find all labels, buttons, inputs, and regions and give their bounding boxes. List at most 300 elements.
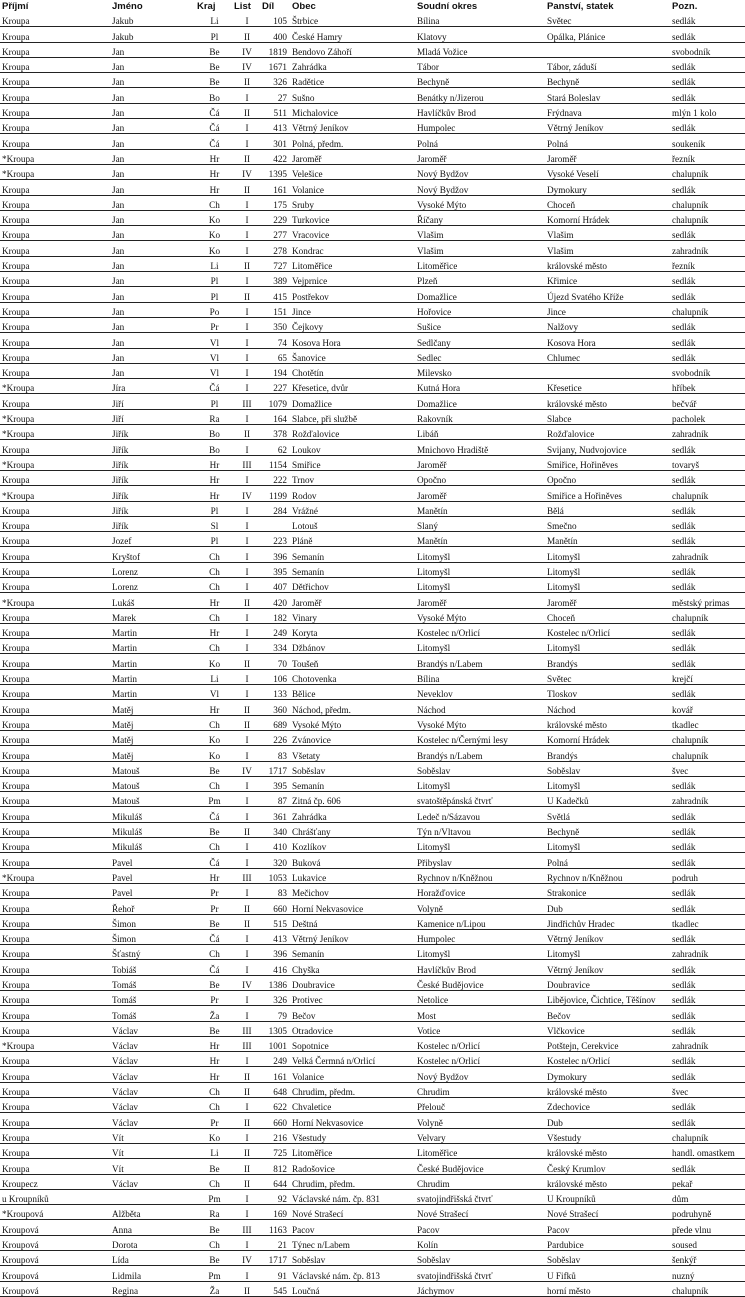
cell-note: podruh (670, 868, 745, 883)
cell-volume: 194 (260, 363, 290, 378)
cell-court-district: Kutná Hora (415, 379, 545, 394)
cell-sheet: I (232, 1052, 260, 1067)
cell-first-name: Václav (110, 1067, 195, 1082)
cell-note: sedlák (670, 1067, 745, 1082)
cell-region: Be (195, 761, 232, 776)
table-row (0, 1143, 745, 1158)
cell-court-district: Sedlec (415, 348, 545, 363)
cell-court-district: Vysoké Mýto (415, 195, 545, 210)
cell-estate: Kostelec n/Orlicí (545, 1052, 670, 1067)
cell-note: svobodník (670, 42, 745, 57)
cell-sheet: I (232, 639, 260, 654)
cell-court-district: Litomyšl (415, 639, 545, 654)
table-row (0, 1251, 745, 1266)
cell-volume: 151 (260, 302, 290, 317)
cell-sheet: II (232, 180, 260, 195)
cell-municipality: Šanovice (290, 348, 415, 363)
cell-surname: Kroupa (0, 639, 110, 654)
cell-estate: Bělá (545, 501, 670, 516)
cell-surname: Kroupa (0, 929, 110, 944)
table-row (0, 975, 745, 990)
cell-sheet: II (232, 715, 260, 730)
cell-first-name: Lidmila (110, 1266, 195, 1281)
cell-note: sedlák (670, 287, 745, 302)
table-row (0, 1189, 745, 1204)
cell-surname: Kroupa (0, 501, 110, 516)
table-row (0, 149, 745, 164)
cell-court-district: Horažďovice (415, 883, 545, 898)
cell-volume: 164 (260, 409, 290, 424)
cell-sheet: I (232, 348, 260, 363)
cell-note: chalupník (670, 1281, 745, 1296)
cell-volume: 62 (260, 440, 290, 455)
table-row (0, 134, 745, 149)
cell-court-district: Rakovník (415, 409, 545, 424)
cell-estate: Litomyšl (545, 547, 670, 562)
cell-court-district: Sušice (415, 317, 545, 332)
cell-estate: Kostelec n/Orlicí (545, 623, 670, 638)
cell-surname: Kroupa (0, 119, 110, 134)
cell-sheet: III (232, 1036, 260, 1051)
cell-sheet: I (232, 807, 260, 822)
cell-court-district: Mladá Vožice (415, 42, 545, 57)
cell-surname: *Kroupa (0, 1036, 110, 1051)
cell-surname: Kroupa (0, 991, 110, 1006)
cell-first-name: Jan (110, 210, 195, 225)
cell-estate: Větrný Jeníkov (545, 929, 670, 944)
cell-estate: Újezd Svatého Kříže (545, 287, 670, 302)
cell-surname: Kroupa (0, 975, 110, 990)
cell-sheet: I (232, 562, 260, 577)
cell-municipality: Pláně (290, 532, 415, 547)
cell-surname: Kroupa (0, 577, 110, 592)
cell-note: sedlák (670, 975, 745, 990)
cell-surname: Kroupa (0, 256, 110, 271)
cell-court-district: Pacov (415, 1220, 545, 1235)
cell-estate: U Fifků (545, 1266, 670, 1281)
cell-court-district: Litoměřice (415, 256, 545, 271)
cell-note: mlýn 1 kolo (670, 103, 745, 118)
cell-first-name: Matěj (110, 700, 195, 715)
cell-first-name: Tomáš (110, 991, 195, 1006)
cell-surname: Kroupa (0, 1113, 110, 1128)
cell-volume: 413 (260, 119, 290, 134)
cell-first-name: Kryštof (110, 547, 195, 562)
cell-municipality: Větrný Jeníkov (290, 119, 415, 134)
column-header-region: Kraj (197, 1, 216, 12)
cell-surname: *Kroupa (0, 164, 110, 179)
cell-municipality: Nové Strašecí (290, 1205, 415, 1220)
cell-sheet: I (232, 363, 260, 378)
cell-court-district: Manětín (415, 532, 545, 547)
cell-sheet: I (232, 226, 260, 241)
cell-region: Ra (195, 1205, 232, 1220)
cell-volume: 812 (260, 1159, 290, 1174)
cell-sheet: II (232, 287, 260, 302)
cell-surname: Kroupa (0, 42, 110, 57)
cell-estate: Doubravice (545, 975, 670, 990)
table-row (0, 807, 745, 822)
cell-surname: Kroupa (0, 715, 110, 730)
cell-first-name: Václav (110, 1113, 195, 1128)
cell-region: Li (195, 256, 232, 271)
table-row (0, 470, 745, 485)
cell-region: Ža (195, 1281, 232, 1296)
cell-sheet: I (232, 241, 260, 256)
cell-court-district: Hořovice (415, 302, 545, 317)
cell-estate: Dymokury (545, 180, 670, 195)
cell-municipality: Lotouš (290, 516, 415, 531)
cell-first-name: Pavel (110, 853, 195, 868)
cell-sheet: II (232, 256, 260, 271)
cell-note: podruhyně (670, 1205, 745, 1220)
cell-court-district: Litomyšl (415, 945, 545, 960)
cell-sheet: IV (232, 57, 260, 72)
cell-note: sedlák (670, 1021, 745, 1036)
cell-volume: 83 (260, 746, 290, 761)
cell-region: Pl (195, 272, 232, 287)
table-row (0, 1159, 745, 1174)
cell-surname: Kroupa (0, 180, 110, 195)
cell-municipality: Zahrádka (290, 57, 415, 72)
cell-region: Ch (195, 1235, 232, 1250)
cell-court-district: svatoštěpánská čtvrť (415, 792, 545, 807)
cell-first-name: Lukáš (110, 593, 195, 608)
cell-municipality: Kozlíkov (290, 838, 415, 853)
cell-municipality: Semanín (290, 945, 415, 960)
cell-court-district: Kostelec n/Orlicí (415, 623, 545, 638)
cell-municipality: Vysoké Mýto (290, 715, 415, 730)
cell-estate: královské město (545, 394, 670, 409)
cell-sheet: II (232, 1281, 260, 1296)
cell-note: sedlák (670, 577, 745, 592)
cell-estate: Opálka, Plánice (545, 27, 670, 42)
cell-sheet: I (232, 929, 260, 944)
table-row (0, 547, 745, 562)
cell-volume: 1717 (260, 1251, 290, 1266)
cell-first-name: Jan (110, 226, 195, 241)
cell-region: Ko (195, 654, 232, 669)
cell-region: Ch (195, 776, 232, 791)
cell-note: pekař (670, 1174, 745, 1189)
cell-first-name: Václav (110, 1021, 195, 1036)
table-row (0, 730, 745, 745)
cell-estate: Bečov (545, 1006, 670, 1021)
cell-court-district: Kamenice n/Lipou (415, 914, 545, 929)
cell-surname: Kroupa (0, 1128, 110, 1143)
table-row (0, 241, 745, 256)
cell-estate: horní město (545, 1281, 670, 1296)
table-row (0, 164, 745, 179)
table-row (0, 577, 745, 592)
cell-volume: 1001 (260, 1036, 290, 1051)
cell-region: Vl (195, 363, 232, 378)
cell-estate: U Kadečků (545, 792, 670, 807)
cell-volume: 105 (260, 12, 290, 27)
cell-estate: Světlá (545, 807, 670, 822)
cell-volume: 175 (260, 195, 290, 210)
cell-surname: Kroupa (0, 822, 110, 837)
cell-region: Hr (195, 180, 232, 195)
cell-volume: 1395 (260, 164, 290, 179)
cell-first-name: Lorenz (110, 562, 195, 577)
cell-estate: Rožďalovice (545, 425, 670, 440)
table-row (0, 394, 745, 409)
cell-municipality: Zvánovice (290, 730, 415, 745)
cell-region: Pl (195, 287, 232, 302)
cell-volume: 422 (260, 149, 290, 164)
cell-surname: Kroupa (0, 945, 110, 960)
cell-region: Ch (195, 1082, 232, 1097)
cell-court-district: Volyně (415, 1113, 545, 1128)
cell-court-district: Litomyšl (415, 776, 545, 791)
cell-region: Be (195, 57, 232, 72)
cell-municipality: Bělice (290, 685, 415, 700)
cell-surname: Kroupa (0, 103, 110, 118)
cell-estate: Tloskov (545, 685, 670, 700)
cell-surname: Kroupa (0, 761, 110, 776)
cell-region: Pl (195, 394, 232, 409)
cell-first-name: Pavel (110, 883, 195, 898)
cell-first-name: Jan (110, 333, 195, 348)
cell-volume: 229 (260, 210, 290, 225)
cell-municipality: Zitná čp. 606 (290, 792, 415, 807)
cell-surname: Kroupa (0, 776, 110, 791)
cell-sheet: III (232, 868, 260, 883)
table-row (0, 195, 745, 210)
cell-region: Ch (195, 838, 232, 853)
table-row (0, 1036, 745, 1051)
cell-region: Ko (195, 241, 232, 256)
cell-estate: Jaroměř (545, 149, 670, 164)
cell-sheet: III (232, 394, 260, 409)
cell-estate (545, 42, 670, 57)
cell-estate (545, 363, 670, 378)
cell-sheet: I (232, 608, 260, 623)
cell-region: Čá (195, 119, 232, 134)
cell-municipality: Loučná (290, 1281, 415, 1296)
cell-first-name: Jakub (110, 12, 195, 27)
cell-region: Li (195, 12, 232, 27)
header-row (0, 0, 745, 12)
cell-note: chalupník (670, 210, 745, 225)
table-row (0, 409, 745, 424)
cell-municipality: Sopotnice (290, 1036, 415, 1051)
cell-volume: 1386 (260, 975, 290, 990)
cell-volume: 161 (260, 1067, 290, 1082)
cell-sheet: I (232, 792, 260, 807)
cell-sheet: II (232, 899, 260, 914)
table-row (0, 455, 745, 470)
cell-court-district: Kostelec n/Orlicí (415, 1036, 545, 1051)
cell-sheet: I (232, 470, 260, 485)
cell-court-district: Jaroměř (415, 486, 545, 501)
cell-first-name: Jan (110, 195, 195, 210)
cell-municipality: Vracovice (290, 226, 415, 241)
cell-first-name: Matouš (110, 776, 195, 791)
cell-court-district: Bílina (415, 669, 545, 684)
cell-sheet: I (232, 409, 260, 424)
cell-note: chalupník (670, 486, 745, 501)
cell-surname: *Kroupa (0, 593, 110, 608)
cell-municipality: Zahrádka (290, 807, 415, 822)
cell-region: Be (195, 1251, 232, 1266)
cell-first-name: Matěj (110, 746, 195, 761)
cell-estate: Litomyšl (545, 776, 670, 791)
cell-estate: Pacov (545, 1220, 670, 1235)
cell-first-name: Jiřík (110, 486, 195, 501)
cell-note: chalupník (670, 302, 745, 317)
cell-surname: Kroupa (0, 532, 110, 547)
cell-estate: Libějovice, Čichtice, Těšínov (545, 991, 670, 1006)
cell-surname: Kroupa (0, 363, 110, 378)
cell-court-district: Milevsko (415, 363, 545, 378)
cell-surname: Kroupová (0, 1281, 110, 1296)
cell-surname: Kroupa (0, 317, 110, 332)
cell-note: švec (670, 1082, 745, 1097)
cell-municipality: Otradovice (290, 1021, 415, 1036)
table-row (0, 363, 745, 378)
cell-sheet: II (232, 149, 260, 164)
cell-region: Ch (195, 715, 232, 730)
cell-first-name: Alžběta (110, 1205, 195, 1220)
table-row (0, 1235, 745, 1250)
cell-estate: Zdechovice (545, 1098, 670, 1113)
cell-sheet: I (232, 210, 260, 225)
cell-first-name: Jiří (110, 394, 195, 409)
cell-region: Pr (195, 991, 232, 1006)
cell-estate: Potštejn, Cerekvice (545, 1036, 670, 1051)
cell-municipality: Michalovice (290, 103, 415, 118)
cell-sheet: IV (232, 42, 260, 57)
cell-region: Be (195, 975, 232, 990)
cell-estate: Stará Boleslav (545, 88, 670, 103)
table-row (0, 27, 745, 42)
cell-first-name: Jiřík (110, 501, 195, 516)
cell-sheet: I (232, 302, 260, 317)
cell-first-name: Šťastný (110, 945, 195, 960)
cell-court-district: Tábor (415, 57, 545, 72)
table-row (0, 256, 745, 271)
cell-first-name: Vít (110, 1128, 195, 1143)
cell-note: sedlák (670, 899, 745, 914)
cell-first-name: Jiřík (110, 470, 195, 485)
cell-sheet: I (232, 1189, 260, 1204)
cell-note: sedlák (670, 516, 745, 531)
cell-volume: 648 (260, 1082, 290, 1097)
cell-first-name: Matouš (110, 792, 195, 807)
table-row (0, 119, 745, 134)
cell-sheet: I (232, 12, 260, 27)
cell-region: Hr (195, 455, 232, 470)
cell-estate: Choceň (545, 608, 670, 623)
cell-court-district: Chrudim (415, 1174, 545, 1189)
cell-estate: Český Krumlov (545, 1159, 670, 1174)
cell-estate: Jaroměř (545, 593, 670, 608)
cell-note: sedlák (670, 929, 745, 944)
cell-municipality: Radošovice (290, 1159, 415, 1174)
cell-volume: 249 (260, 1052, 290, 1067)
cell-sheet: I (232, 501, 260, 516)
cell-court-district: Brandýs n/Labem (415, 746, 545, 761)
cell-region: Ko (195, 730, 232, 745)
cell-municipality: Jaroměř (290, 593, 415, 608)
cell-estate: Vlčkovice (545, 1021, 670, 1036)
cell-municipality: Chrudim, předm. (290, 1082, 415, 1097)
cell-estate: Chlumec (545, 348, 670, 363)
cell-estate: Smečno (545, 516, 670, 531)
cell-note: sedlák (670, 1052, 745, 1067)
cell-region: Ch (195, 945, 232, 960)
cell-note: sedlák (670, 838, 745, 853)
cell-court-district: Velvary (415, 1128, 545, 1143)
cell-estate: U Kroupníků (545, 1189, 670, 1204)
cell-court-district: Bílina (415, 12, 545, 27)
table-row (0, 57, 745, 72)
cell-municipality: Chrášťany (290, 822, 415, 837)
cell-note: chalupník (670, 1128, 745, 1143)
cell-note: chalupník (670, 746, 745, 761)
cell-volume: 407 (260, 577, 290, 592)
table-row (0, 1082, 745, 1097)
cell-surname: Kroupa (0, 57, 110, 72)
cell-region: Ch (195, 1174, 232, 1189)
table-row (0, 1281, 745, 1296)
cell-surname: Kroupa (0, 1143, 110, 1158)
cell-court-district: Kostelec n/Orlicí (415, 1052, 545, 1067)
cell-first-name: Šimon (110, 914, 195, 929)
cell-court-district: Litomyšl (415, 577, 545, 592)
cell-first-name: Mikuláš (110, 838, 195, 853)
cell-court-district: Nové Strašecí (415, 1205, 545, 1220)
cell-note: chalupník (670, 730, 745, 745)
cell-court-district: Plzeň (415, 272, 545, 287)
cell-region: Be (195, 1220, 232, 1235)
table-row (0, 792, 745, 807)
cell-note: sedlák (670, 807, 745, 822)
cell-volume: 727 (260, 256, 290, 271)
cell-municipality: Štrbice (290, 12, 415, 27)
cell-surname: Kroupa (0, 12, 110, 27)
cell-court-district: Jaroměř (415, 149, 545, 164)
cell-estate: Komorní Hrádek (545, 730, 670, 745)
table-row (0, 302, 745, 317)
table-row (0, 501, 745, 516)
cell-court-district: Mnichovo Hradiště (415, 440, 545, 455)
cell-region: Be (195, 914, 232, 929)
cell-first-name: Jan (110, 134, 195, 149)
cell-first-name: Jakub (110, 27, 195, 42)
cell-region: Ch (195, 562, 232, 577)
cell-region: Ch (195, 547, 232, 562)
cell-note: zahradník (670, 425, 745, 440)
cell-note: sedlák (670, 88, 745, 103)
cell-note: bečvář (670, 394, 745, 409)
cell-surname: *Kroupa (0, 425, 110, 440)
cell-municipality: Soběslav (290, 761, 415, 776)
cell-sheet: I (232, 333, 260, 348)
cell-court-district: Litomyšl (415, 547, 545, 562)
cell-region: Hr (195, 164, 232, 179)
cell-municipality: Václavské nám. čp. 831 (290, 1189, 415, 1204)
cell-sheet: II (232, 425, 260, 440)
cell-sheet: I (232, 960, 260, 975)
cell-estate: Strakonice (545, 883, 670, 898)
cell-court-district: Přibyslav (415, 853, 545, 868)
cell-sheet: I (232, 88, 260, 103)
cell-sheet: III (232, 1220, 260, 1235)
cell-court-district: Vlašim (415, 226, 545, 241)
